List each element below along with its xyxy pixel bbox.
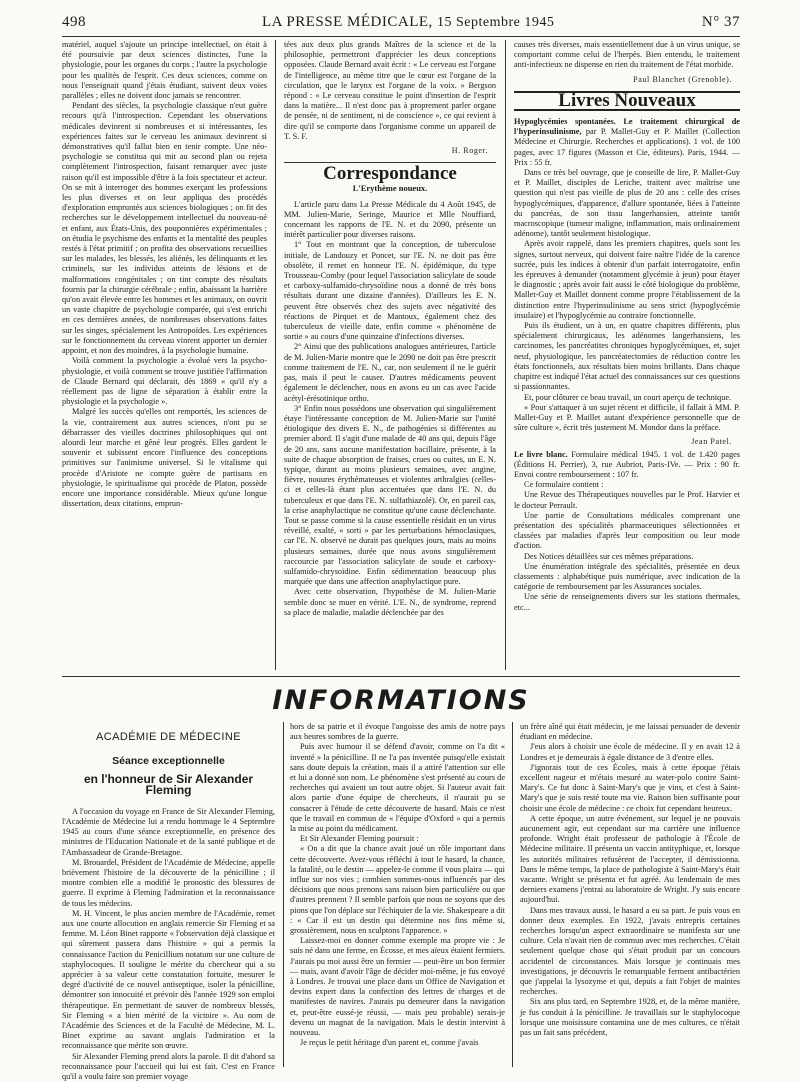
paragraph: 1° Tout en montrant que la conception, de tuberculose initiale, de Landouzy et Poncet, sur l'E. N. ne doit pas être obsolète, il remet en honneur l'E. N. épidémique, du type Trousseau-Comby (pour lequel l'association salicylate de soude et carboxy-sulfamido-chrysoïdine nous a donné de très bons résultats durant une dizaine d'années). D'ailleurs les E. N. peuvent être observés chez des sujets avec négativité des réactions de Pirquet et de Mantoux, également chez des tuberculeux de vieille date, enfin comme « phénomène de sortie » au cours d'une quinzaine d'infections diverses. — [284, 240, 496, 342]
paragraph: causes très diverses, mais essentiellement due à un virus unique, se comportant comme celui de l'herpès. Bien entendu, le traitement anti-infectieux ne dispense en rien du traitement de l'état morbide. — [514, 40, 740, 70]
paragraph: Et Sir Alexander Fleming poursuit : — [300, 834, 419, 844]
header-rule — [62, 36, 740, 37]
journal-title-line — [262, 14, 554, 31]
paragraph: tées aux deux plus grands Maîtres de la science et de la philosophie, permettront d'apprécier les deux conceptions opposées. Claude Bernard avait écrit : « Le cerveau est l'organe de l'intelligence, au même titre que le cœur est l'organe de la circulation, que le larynx est l'organe de la voix. » Bergson répond : « Le cerveau constitue le point d'insertion de l'esprit dans la matière... Il n'est donc pas à proprement parler organe de pensée, ni de sentiment, ni de conscience », ce qui revient à dire qu'il se comporte dans l'organisme comme un appareil de T. S. F. — [284, 40, 496, 141]
column-correspondance — [284, 40, 496, 672]
book-title: Le livre blanc. — [514, 449, 568, 459]
book-meta: par P. Mallet-Guy et P. Maillet (Collection Médecine et Chirurgie. Recherches et applications). 1 vol. de 100 pages, avec 17 figures (Masson et Cie, éditeurs). Paris, 1944. — Prix : 55 fr. — [514, 127, 740, 167]
page-number: 498 — [62, 14, 86, 30]
column-psychology — [62, 40, 267, 672]
paragraph: Dans mes travaux aussi, le hasard a eu sa part. Je puis vous en donner deux exemples. En 1922, j'avais entrepris certaines recherches lorsqu'un aspect extraordinaire se manifesta sur une culture. Cela n'avait rien de commun avec mes recherches. C'était seulement quelque chose qui s'était produit par un concours accidentel de circonstances. Mais lorsque je continuais mes investigations, je découvris le remarquable ferment antibactérien que j'appelai la lysozyme et qui, depuis a fait l'objet de maintes recherches. — [520, 905, 740, 997]
section-title-correspondance: Correspondance — [323, 163, 457, 185]
paragraph: Des Notices détaillées sur ces mêmes préparations. — [524, 551, 694, 561]
paragraph: M. Brouardel, Président de l'Académie de Médecine, appelle brièvement l'histoire de la découverte de la pénicilline ; il montre combien elle a modifié le pronostic des blessures de guerre. Il exprime à Fleming l'admiration et la reconnaissance de tous les médecins. — [62, 857, 275, 908]
paragraph: A cette époque, un autre événement, sur lequel je ne pouvais aucunement agir, eut cependant sur ma carrière une influence profonde. Wright était professeur de pathologie à l'École de Médecine militaire. Il présenta un vaccin antityphique, et, lorsque les autorités militaires refusèrent de l'accepter, il démissionna. Dans le même temps, la place de pathologiste à Saint-Mary's était vacante. Wright se présenta et fut agréé. Au lendemain de mes derniers examens j'entrai au laboratoire de Wright. J'y suis encore aujourd'hui. — [520, 813, 740, 905]
paragraph: Une énumération intégrale des spécialités, présentée en deux classements : alphabétique puis numérique, avec indication de la catégorie de remboursement par les Assurances sociales. — [514, 561, 740, 592]
session-heading: Séance exceptionnelle — [112, 755, 225, 768]
paragraph: hors de sa patrie et il évoque l'angoisse des amis de notre pays aux heures sombres de la guerre. — [290, 722, 505, 742]
journal-title: LA PRESSE MÉDICALE, — [262, 14, 433, 30]
issue-number: N° 37 — [701, 14, 740, 30]
paragraph: 3° Enfin nous possédons une observation qui singulièrement étaye l'intéressante conception de M. Julien-Marie sur l'unité étiologique des divers E. N., de pathogénies si différentes au premier abord. Il s'agit d'une malade de 40 ans qui, depuis l'âge de 20 ans, sans aucune manifestation bacillaire, présente, à la suite de chaque absorption de fraises, crues ou cuites, un E. N. typique, durant au moins plusieurs semaines, avec angine, fièvre, nouures érythémateuses et violentes arthralgies (celles-ci et celles-là étant plus accentuées que dans l'E. N. du tuberculeux et que dans l'E. N. sulfathiazolé). Or, en pareil cas, la crise anaphylactique ne constitue qu'une cause déclenchante. Tout se passe comme si la cause essentielle résidait en un virus réveillé, exalté, « sorti » par les perturbations hémoclasiques, car l'E. N. observé ne durait pas quelques jours, mais au moins plusieurs semaines, durée que nous avons singulièrement raccourcie par l'association salicylate de soude et carboxy-sulfamido-chrysoïdine. Enfin sédimentation beaucoup plus marquée que dans une affection anaphylactique pure. — [284, 403, 496, 587]
paragraph: Puis ils étudient, un à un, en quatre chapitres différents, plus spécialement chirurgicaux, les adénomes langerhansiens, les carcinomes, les pancréatites chroniques hypoglycémiques, et, sujet neuf, physiologique, les pancréatectomies de réduction contre les états fonctionnels, aux résultats bien moins brillants. Dans chaque chapitre est indiqué l'état actuel des connaissances sur ces questions si passionnantes. — [514, 321, 740, 392]
paragraph: « Pour s'attaquer à un sujet récent et difficile, il fallait à MM. P. Mallet-Guy et P. Maillet autant d'expérience personnelle que de sûre culture », écrit très justement M. Mondor dans la préface. — [514, 402, 740, 433]
paragraph: Et, pour clôturer ce beau travail, un court aperçu de technique. — [524, 392, 732, 402]
paragraph: Voilà comment la psychologie a évolué vers la psycho-physiologie, et voilà comment se trouve justifiée l'affirmation de Claude Bernard qui déclarait, dès 1869 « qu'il n'y a réellement pas de ligne de séparation à établir entre la physiologie et la psychologie ». — [62, 356, 267, 407]
column-divider — [283, 722, 284, 1067]
book-entry — [514, 450, 740, 613]
paragraph: M. H. Vincent, le plus ancien membre de l'Académie, remet aux une courte allocution en anglais remercie Sir Fleming et sa femme. M. Léon Binet rapporte « l'observation déjà classique et qui sûrement passera dans l'histoire » qui a permis la connaissance l'action du Penicillium notatum sur une culture de staphylocoques. Il souligne le mérite du chercheur qui a su apprécier à sa valeur cette constatation fortuite, mesurer le degré d'activité de ce nouvel antiseptique, isoler la pénicilline, démontrer son innocuité et prévoir dès l'année 1929 son emploi thérapeutique. En permettant de sauver de nombreux blessés, Sir Fleming « a bien mérité de la victoire ». Au nom de l'Académie des Sciences et de la Faculté de Médecine, M. L. Binet exprime au savant anglais l'admiration et la reconnaissance que mérite son œuvre. — [62, 908, 275, 1051]
paragraph: Une Revue des Thérapeutiques nouvelles par le Prof. Harvier et le docteur Perrault. — [514, 490, 740, 510]
paragraph: Une partie de Consultations médicales comprenant une présentation des spécialités pharmaceutiques sélectionnées et classées par maladies d'après leur composition ou leur mode d'action. — [514, 510, 740, 551]
honour-heading: en l'honneur de Sir Alexander Fleming — [83, 772, 254, 797]
paragraph: « On a dit que la chance avait joué un rôle important dans cette découverte. Avez-vous réfléchi à tout le hasard, la chance, la fatalité, ou le destin — appelez-le comme il vous plaira — qui influe sur nos vies ; combien sommes-nous influencés par des décisions que nous prenons sans raison bien particulière ou que d'autres prennent ? Il semble parfois que nous ne soyons que des pions que l'on déplace sur l'échiquier de la vie. Shakespeare a dit : « Car il est un destin qui détermine nos fins même si, grossièrement, nous en sculptons l'apparence. » — [290, 844, 505, 936]
paragraph: Après avoir rappelé, dans les premiers chapitres, quels sont les signes, surtout nerveux, qui doivent faire naître l'idée de la carence sucrée, puis les indices à obtenir d'un parfait interrogatoire, enfin les épreuves à demander (notamment glycémie à jeun) pour étayer le diagnostic ; après avoir fait aussi le côté biologique du problème, Mallet-Guy et Maillet donnent comme propre l'établissement de la distinction entre l'hyperinsulinisme au sens strict (hypoglycémie insulaire) et l'hypoglycémie au contraire fonctionnelle. — [514, 239, 740, 320]
book-title: Hypoglycémies spontanées. Le traitement chirurgical de l'hyperinsulinisme, — [514, 117, 740, 137]
paragraph: matériel, auquel s'ajoute un principe intellectuel, on était à été poursuivie par deux sciences distinctes, l'une la physiologie, pour les organes du corps ; l'autre la psychologie pour les qualités de l'esprit. Ces deux sciences, comme on nous l'enseignait quand j'étais étudiant, suivent deux voies parallèles ; elles ne doivent donc jamais se rencontrer. — [62, 40, 267, 101]
livres-title-box — [514, 91, 740, 111]
paragraph: Avec cette observation, l'hypothèse de M. Julien-Marie semble donc se muer en vérité. L'E. N., de syndrome, reprend sa place de maladie, maladie déclenchée par des — [284, 587, 496, 617]
signature: H. Roger. — [451, 146, 488, 156]
book-entry — [514, 117, 740, 448]
page-header — [62, 14, 740, 36]
paragraph: Dans ce très bel ouvrage, que je conseille de lire, P. Mallet-Guy et P. Maillet, disciples de Leriche, traitent avec maîtrise une question qui n'est pas vieille de plus de 20 ans : celle des crises hypoglycémiques, d'apparence, d'allure spontanée, liées à l'atteinte du pancréas, de son tissu langerhansien, atteinte tantôt macroscopique (tumeur maligne, inflammation, mais ordinairement adénome), tantôt seulement histologique. — [514, 168, 740, 239]
paragraph: Laissez-moi en donner comme exemple ma propre vie : Je suis né dans une ferme, en Écosse, et mes aïeux étaient fermiers. J'aurais pu moi aussi être un fermier — peut-être un bon fermier — mais, avant d'avoir l'âge de décider moi-même, je fus envoyé à Londres. Je trouvai une place dans un Office de Navigation et devins expert dans la confection des lettres de charges et de manifestes de navires. J'aurais pu demeurer dans la navigation et, peut-être eussé-je réussi, — mais peu probable) serais-je devenu un magnat de la navigation. Mais le destin intervint à nouveau. — [290, 936, 505, 1038]
paragraph: L'article paru dans La Presse Médicale du 4 Août 1945, de MM. Julien-Marie, Seringe, Maurice et Mlle Nouffiard, concernant les rapports de l'E. N. et du 2090, présente un intérêt particulier pour diverses raisons. — [284, 199, 496, 240]
paragraph: un frère aîné qui était médecin, je me laissai persuader de devenir étudiant en médecine. — [520, 722, 740, 742]
section-rule — [62, 676, 740, 677]
informations-banner: INFORMATIONS — [272, 685, 530, 716]
issue-date: 15 Septembre 1945 — [437, 15, 555, 30]
column-divider — [505, 40, 506, 670]
paragraph: Je reçus le petit héritage d'un parent et, comme j'avais — [300, 1038, 479, 1048]
column-divider — [512, 722, 513, 1067]
section-subtitle: L'Erythème noueux. — [352, 183, 428, 194]
paragraph: Malgré les succès qu'elles ont remportés, les sciences de la vie, contrairement aux autres sciences, n'ont pu se débarrasser des vieilles doctrines philosophiques qui ont alourdi leur marche et gêné leur progrès. Elles gardent le souvenir et subissent encore l'influence des conceptions primitives sur l'animisme universel. Si le vitalisme qui procède d'Aristote ne compte guère de partisans en physiologie, le spiritualisme qui procède de Platon, possède encore une importance considérable. Mieux qu'une longue dissertation, deux citations, emprun- — [62, 407, 267, 509]
column-livres-nouveaux — [514, 40, 740, 672]
paragraph: Puis avec humour il se défend d'avoir, comme on l'a dit « inventé » la pénicilline. Il ne l'a pas inventée puisqu'elle existait sans doute depuis la création, mais il a attiré l'attention sur elle et lui a donné son nom. Le phénomène s'est présenté au cours de recherches qui avaient un tout autre objet. Si l'auteur avait fait alors partie d'une équipe de chercheurs, il n'aurait pu se consacrer à l'étude de cette découverte de hasard. Mais ce n'est que le travail en commun de « l'équipe d'Oxford » qui a permis la mise au point du médicament. — [290, 742, 505, 834]
signature: Jean Patel. — [691, 437, 732, 447]
paragraph: Pendant des siècles, la psychologie classique n'eut guère recours qu'à l'introspection. Cependant les observations médicales devinrent si nombreuses et si intéressantes, les expériences faites sur le cerveau les animaux devinrent si démonstratives qu'il fallut bien en tenir compte. Une néo-psychologie se constitua qui mit au second plan ou rejeta complètement l'introspection, faisant remarquer avec juste raison qu'il est impossible d'être à la fois spectateur et acteur. On se mit à interroger des hommes exerçant les professions les plus diverses et on leur appliqua des procédés d'exploration empruntés aux sciences biologiques ; on fit des recherches sur le développement intellectuel du nouveau-né et enfant, aux États-Unis, des pouponnières expérimentales ; on étudia le psychisme des enfants et la mentalité des peuples restés à l'état primitif ; on profita des observations recueillies sur les malades, les blessés, les aliénés, les délinquants et les criminels, sur les individus atteints de lésions et de malformations congénitales ; on tint compte des résultats fournis par la chirurgie cérébrale ; enfin, abaissant la barrière qu'on avait élevée entre les hommes et les animaux, on ouvrit un vaste chapitre de psychologie comparée, qui s'est enrichi en ces dernières années, de nombreuses observations faites sur les singes, spécialement les Antropoïdes. Les expériences sur le fonctionnement du cerveau vinrent apporter un dernier appoint, et non des moindres, à la psychologie humaine. — [62, 101, 267, 356]
section-rule — [284, 162, 496, 163]
paragraph: Une série de renseignements divers sur les stations thermales, etc... — [514, 592, 740, 612]
paragraph: J'eus alors à choisir une école de médecine. Il y en avait 12 à Londres et je demeurais à égale distance de 3 d'entre elles. — [520, 742, 740, 762]
paragraph: A l'occasion du voyage en France de Sir Alexander Fleming, l'Académie de Médecine lui a rendu hommage le 4 Septembre 1945 au cours d'une séance exceptionnelle, en présence des ministres de l'Education Nationale et de la santé publique et de l'Ambassadeur de Grande-Bretagne. — [62, 806, 275, 857]
section-title-livres: Livres Nouveaux — [558, 89, 696, 111]
paragraph: Sir Alexander Fleming prend alors la parole. Il dit d'abord sa reconnaissance pour l'accueil qui lui est fait. C'est en France qu'il a voulu faire son premier voyage — [62, 1051, 275, 1082]
paragraph: Six ans plus tard, en Septembre 1928, et, de la même manière, je fus conduit à la pénicilline. Je travaillais sur le staphylocoque lorsque une moisissure contamina une de mes cultures, ce n'était pas un fait sans précédent, — [520, 997, 740, 1038]
paragraph: J'ignorais tout de ces Écoles, mais à cette époque j'étais excellent nageur et m'étais mesuré au water-polo contre Saint-Mary's. Ce fut donc à Saint-Mary's que je vins, et c'est à Saint-Mary's que je suis resté toute ma vie. Raison bien suffisante pour choisir une école de médecine : ce choix fut cependant heureux. — [520, 762, 740, 813]
column-academie — [62, 722, 275, 1082]
column-fleming-speech — [290, 722, 505, 1067]
column-fleming-career — [520, 722, 740, 1067]
column-divider — [275, 40, 276, 670]
book-meta: Formulaire médical 1945. 1 vol. de 1.420 pages (Éditions H. Perrier), 3, rue Aubriot, Paris-IVe. — Prix : 90 fr. Envoi contre remboursement : 107 fr. — [514, 449, 741, 479]
paragraph: 2° Ainsi que des publications analogues antérieures, l'article de M. Julien-Marie montre que le 2090 ne doit pas être prescrit comme traitement de l'E. N., car, non seulement il ne le guérit pas, mais il peut le causer. D'autres médicaments peuvent également le déclencher, nous en avons eu un cas avec l'acide acétyl-érésotinique ortho. — [284, 342, 496, 403]
signature: Paul Blanchet (Grenoble). — [633, 74, 732, 84]
academy-heading: ACADÉMIE DE MÉDECINE — [96, 731, 241, 743]
paragraph: Ce formulaire contient : — [524, 480, 604, 490]
